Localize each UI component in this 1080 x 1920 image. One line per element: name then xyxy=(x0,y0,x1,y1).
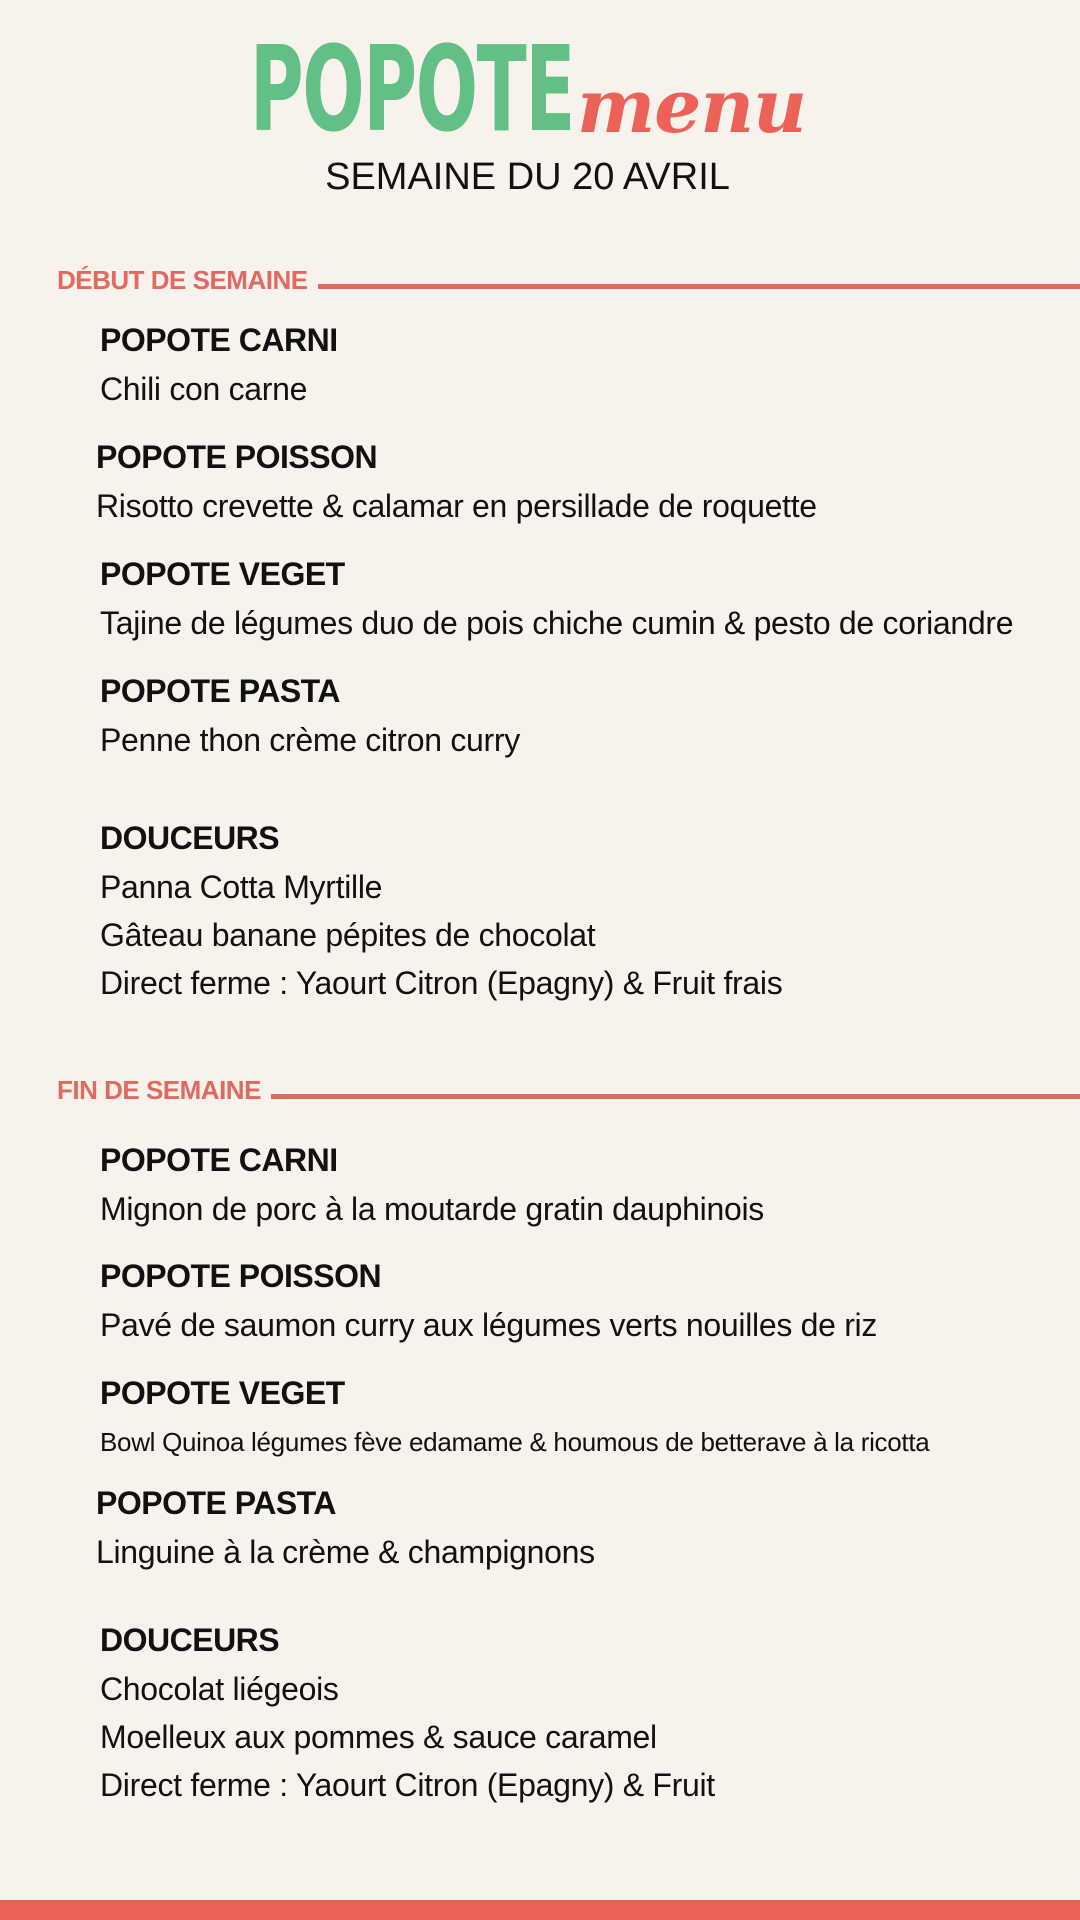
item-desc-pasta: Linguine à la crème & champignons xyxy=(96,1534,595,1570)
item-title-pasta: POPOTE PASTA xyxy=(96,1485,336,1521)
item-desc-carni: Mignon de porc à la moutarde gratin dauphinois xyxy=(100,1191,764,1227)
item-title-pasta: POPOTE PASTA xyxy=(100,673,340,709)
menu-brand-title xyxy=(250,18,806,158)
item-desc-pasta: Penne thon crème citron curry xyxy=(100,722,520,758)
brand-word-popote: POPOTE xyxy=(250,20,575,158)
dessert-line: Moelleux aux pommes & sauce caramel xyxy=(100,1719,657,1755)
item-title-poisson: POPOTE POISSON xyxy=(96,439,378,475)
item-desc-poisson: Pavé de saumon curry aux légumes verts nouilles de riz xyxy=(100,1307,878,1343)
section-label: DÉBUT DE SEMAINE xyxy=(57,265,308,295)
section-header-fin xyxy=(57,1075,1080,1106)
item-desc-poisson: Risotto crevette & calamar en persillade de roquette xyxy=(96,488,817,524)
section-divider xyxy=(318,284,1080,289)
dessert-line: Direct ferme : Yaourt Citron (Epagny) & Fruit xyxy=(100,1767,715,1803)
item-desc-veget: Bowl Quinoa légumes fève edamame & houmous de betterave à la ricotta xyxy=(100,1427,930,1457)
section-divider xyxy=(271,1094,1080,1099)
item-title-carni: POPOTE CARNI xyxy=(100,1142,338,1178)
item-title-poisson: POPOTE POISSON xyxy=(100,1258,382,1294)
item-title-carni: POPOTE CARNI xyxy=(100,322,338,358)
dessert-line: Direct ferme : Yaourt Citron (Epagny) & Fruit frais xyxy=(100,965,783,1001)
item-title-veget: POPOTE VEGET xyxy=(100,1375,345,1411)
item-title-veget: POPOTE VEGET xyxy=(100,556,345,592)
dessert-line: Panna Cotta Myrtille xyxy=(100,869,383,905)
week-subtitle: SEMAINE DU 20 AVRIL xyxy=(325,156,730,198)
item-desc-carni: Chili con carne xyxy=(100,371,308,407)
dessert-line: Chocolat liégeois xyxy=(100,1671,339,1707)
brand-word-menu: menu xyxy=(577,64,806,150)
desserts-title: DOUCEURS xyxy=(100,1622,280,1658)
footer-accent-bar xyxy=(0,1900,1080,1920)
item-desc-veget: Tajine de légumes duo de pois chiche cumin & pesto de coriandre xyxy=(100,605,1014,641)
dessert-line: Gâteau banane pépites de chocolat xyxy=(100,917,596,953)
section-label: FIN DE SEMAINE xyxy=(57,1075,261,1105)
section-header-debut xyxy=(57,265,1080,296)
desserts-title: DOUCEURS xyxy=(100,820,280,856)
